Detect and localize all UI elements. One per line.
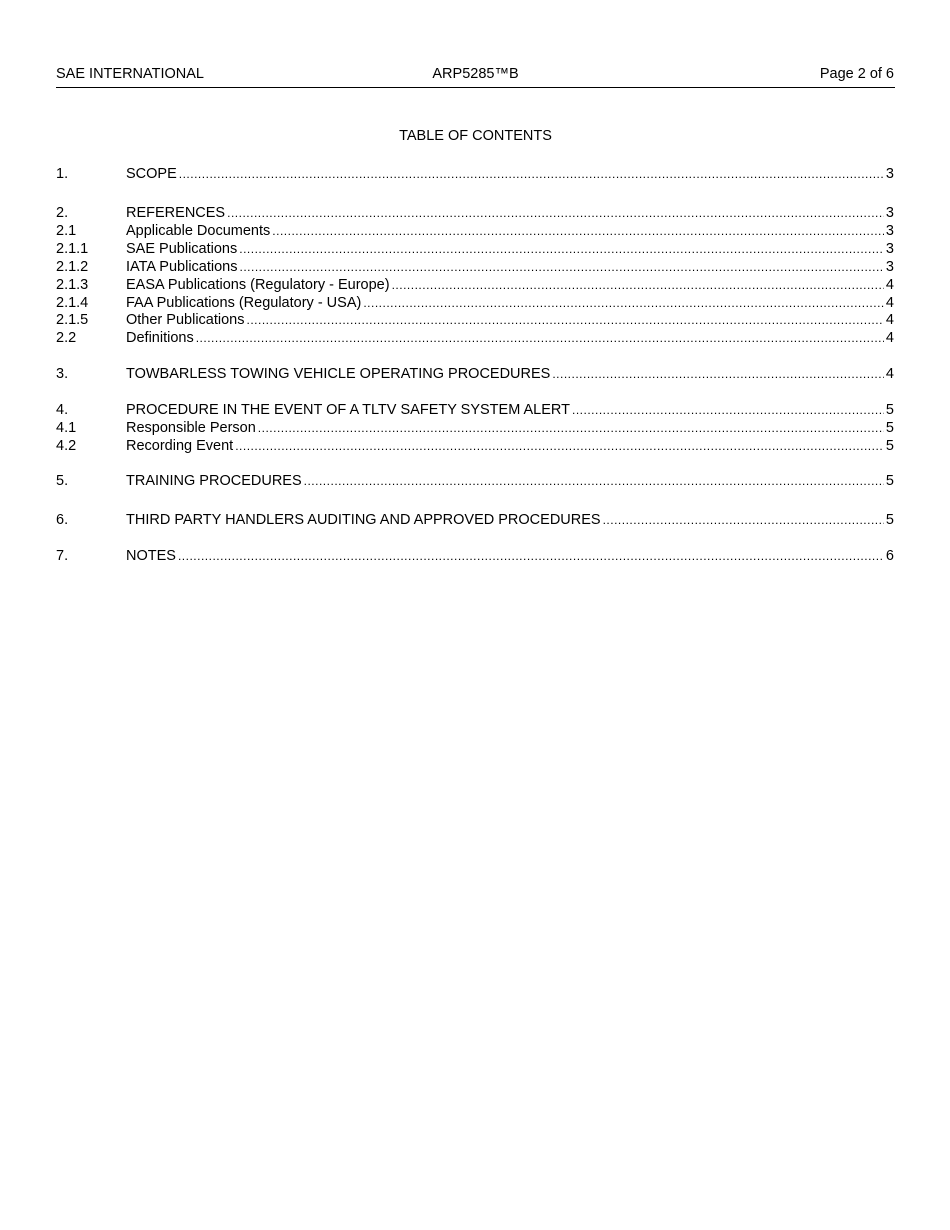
header-organization: SAE INTERNATIONAL bbox=[56, 66, 204, 82]
toc-entry-number: 2.2 bbox=[56, 330, 77, 346]
dot-leader bbox=[603, 511, 884, 529]
toc-entry-title: SCOPE bbox=[126, 166, 177, 182]
dot-leader bbox=[272, 222, 884, 240]
toc-entry-number: 4. bbox=[56, 402, 69, 418]
dot-leader bbox=[552, 365, 884, 383]
dot-leader bbox=[572, 401, 884, 419]
toc-entry-number: 2.1.2 bbox=[56, 259, 89, 275]
toc-entry-title: SAE Publications bbox=[126, 241, 238, 257]
toc-entry-title: Other Publications bbox=[126, 312, 245, 328]
toc-entry[interactable] bbox=[56, 547, 894, 565]
toc-entry-number: 2.1.5 bbox=[56, 312, 89, 328]
toc-entry[interactable] bbox=[56, 511, 894, 529]
toc-entry-page: 5 bbox=[885, 438, 894, 454]
toc-entry-title: IATA Publications bbox=[126, 259, 238, 275]
toc-entry[interactable] bbox=[56, 276, 894, 294]
toc-entry[interactable] bbox=[56, 165, 894, 183]
toc-entry-page: 6 bbox=[885, 548, 894, 564]
dot-leader bbox=[304, 472, 884, 490]
dot-leader bbox=[246, 311, 883, 329]
toc-entry[interactable] bbox=[56, 311, 894, 329]
toc-entry-title: NOTES bbox=[126, 548, 176, 564]
page-header bbox=[56, 66, 895, 88]
toc-entry-number: 2.1 bbox=[56, 223, 77, 239]
toc-entry-title: Responsible Person bbox=[126, 420, 256, 436]
toc-entry-title: REFERENCES bbox=[126, 205, 226, 221]
toc-entry-number: 3. bbox=[56, 366, 69, 382]
toc-entry-title: TRAINING PROCEDURES bbox=[126, 473, 302, 489]
toc-entry-page: 4 bbox=[885, 366, 894, 382]
dot-leader bbox=[392, 276, 884, 294]
toc-entry-page: 3 bbox=[885, 166, 894, 182]
toc-entry[interactable] bbox=[56, 258, 894, 276]
toc-entry-number: 4.2 bbox=[56, 438, 77, 454]
dot-leader bbox=[235, 437, 884, 455]
toc-entry[interactable] bbox=[56, 294, 894, 312]
dot-leader bbox=[258, 419, 884, 437]
dot-leader bbox=[239, 240, 884, 258]
toc-entry-page: 5 bbox=[885, 473, 894, 489]
toc-entry-title: Recording Event bbox=[126, 438, 234, 454]
toc-entry-page: 5 bbox=[885, 420, 894, 436]
toc-entry-number: 1. bbox=[56, 166, 69, 182]
toc-entry-page: 3 bbox=[885, 259, 894, 275]
toc-entry-title: Applicable Documents bbox=[126, 223, 271, 239]
dot-leader bbox=[196, 329, 884, 347]
toc-entry[interactable] bbox=[56, 419, 894, 437]
toc-entry-page: 3 bbox=[885, 223, 894, 239]
toc-entry-title: EASA Publications (Regulatory - Europe) bbox=[126, 277, 390, 293]
dot-leader bbox=[240, 258, 884, 276]
toc-entry-number: 2.1.1 bbox=[56, 241, 89, 257]
dot-leader bbox=[363, 294, 884, 312]
toc-entry[interactable] bbox=[56, 401, 894, 419]
toc-entry-title: FAA Publications (Regulatory - USA) bbox=[126, 295, 362, 311]
toc-entry-number: 5. bbox=[56, 473, 69, 489]
toc-entry-title: TOWBARLESS TOWING VEHICLE OPERATING PROCEDURES bbox=[126, 366, 551, 382]
header-page-number: Page 2 of 6 bbox=[819, 66, 894, 82]
toc-entry-title: THIRD PARTY HANDLERS AUDITING AND APPROVED PROCEDURES bbox=[126, 512, 601, 528]
toc-entry[interactable] bbox=[56, 365, 894, 383]
toc-entry-page: 4 bbox=[885, 295, 894, 311]
header-document-number: ARP5285™B bbox=[432, 66, 519, 82]
dot-leader bbox=[227, 204, 884, 222]
toc-entry-page: 3 bbox=[885, 241, 894, 257]
toc-entry[interactable] bbox=[56, 222, 894, 240]
toc-entry-page: 4 bbox=[885, 277, 894, 293]
toc-title: TABLE OF CONTENTS bbox=[399, 128, 552, 144]
dot-leader bbox=[178, 547, 884, 565]
toc-entry-number: 7. bbox=[56, 548, 69, 564]
toc-entry-page: 5 bbox=[885, 512, 894, 528]
toc-entry-number: 6. bbox=[56, 512, 69, 528]
toc-entry[interactable] bbox=[56, 437, 894, 455]
toc-entry-title: Definitions bbox=[126, 330, 194, 346]
toc-entry-page: 4 bbox=[885, 330, 894, 346]
dot-leader bbox=[179, 165, 884, 183]
toc-entry[interactable] bbox=[56, 329, 894, 347]
toc-entry-page: 3 bbox=[885, 205, 894, 221]
toc-entry-page: 4 bbox=[885, 312, 894, 328]
toc-entry-number: 4.1 bbox=[56, 420, 77, 436]
toc-entry[interactable] bbox=[56, 472, 894, 490]
toc-entry-title: PROCEDURE IN THE EVENT OF A TLTV SAFETY SYSTEM ALERT bbox=[126, 402, 570, 418]
toc-entry[interactable] bbox=[56, 204, 894, 222]
toc-entry[interactable] bbox=[56, 240, 894, 258]
toc-entry-number: 2.1.4 bbox=[56, 295, 89, 311]
toc-entry-page: 5 bbox=[885, 402, 894, 418]
toc-entry-number: 2.1.3 bbox=[56, 277, 89, 293]
toc-entry-number: 2. bbox=[56, 205, 69, 221]
